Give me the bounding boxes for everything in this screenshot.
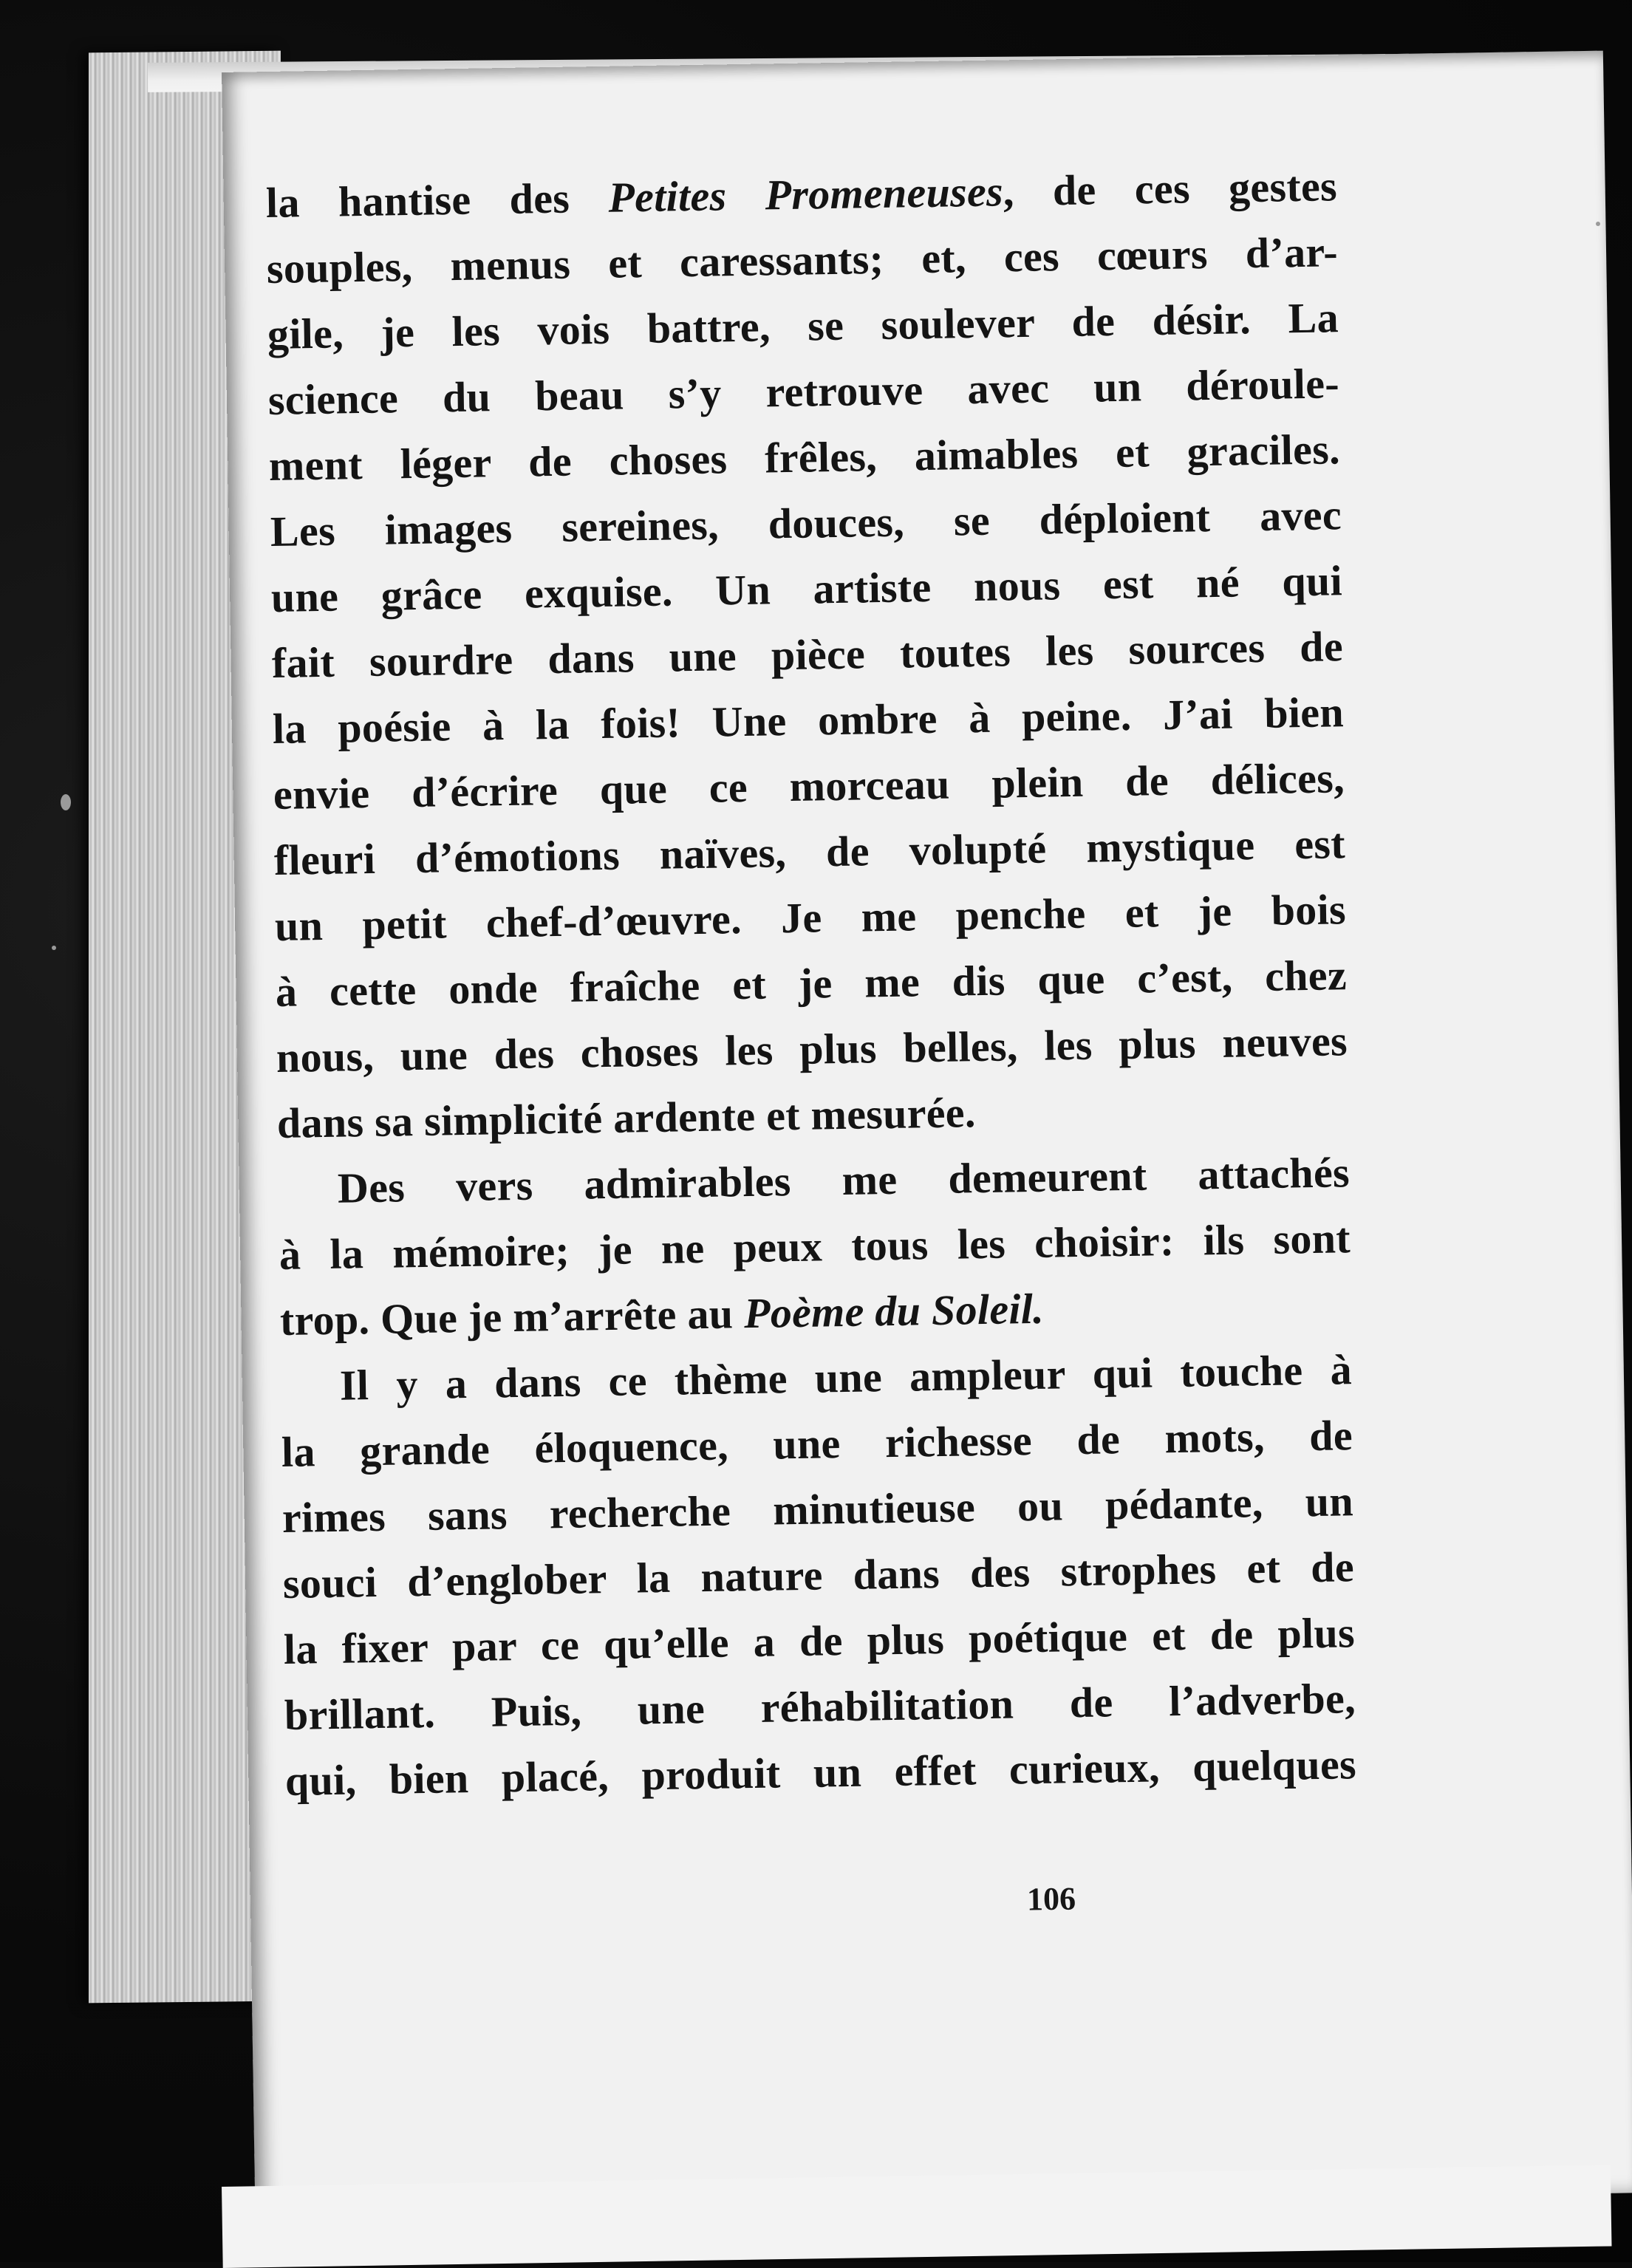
text-line: Les images sereines, douces, se déploient avec bbox=[270, 491, 1342, 556]
text-line: à la mémoire; je ne peux tous les choisir: ils sont bbox=[279, 1214, 1351, 1279]
text-line: souples, menus et caressants; et, ces cœurs d’ar- bbox=[266, 228, 1339, 293]
page-number: 106 bbox=[1026, 1880, 1076, 1918]
dust-speck bbox=[52, 946, 56, 950]
text-line: la fixer par ce qu’elle a de plus poétique et de plus bbox=[283, 1608, 1356, 1673]
text-line: la poésie à la fois! Une ombre à peine. J’ai bien bbox=[272, 688, 1345, 753]
text-line: science du beau s’y retrouve avec un déroule- bbox=[267, 359, 1340, 424]
text-line: la grande éloquence, une richesse de mots, de bbox=[281, 1411, 1353, 1476]
text-line: un petit chef-d’œuvre. Je me penche et je bois bbox=[274, 885, 1347, 950]
text-line: une grâce exquise. Un artiste nous est né qui bbox=[270, 556, 1343, 621]
text-line: dans sa simplicité ardente et mesurée. bbox=[276, 1088, 977, 1147]
text-run: , de ces gestes bbox=[1003, 162, 1338, 216]
text-line: fleuri d’émotions naïves, de volupté mystique est bbox=[273, 819, 1346, 884]
text-line: Des vers admirables me demeurent attachés bbox=[337, 1148, 1351, 1212]
text-line: nous, une des choses les plus belles, les plus neuves bbox=[276, 1017, 1348, 1082]
italic-title: Petites Promeneuses bbox=[607, 167, 1004, 222]
text-line: qui, bien placé, produit un effet curieux, quelques bbox=[284, 1740, 1357, 1805]
text-line: à cette onde fraîche et je me dis que c’est, chez bbox=[275, 951, 1348, 1016]
text-line: ment léger de choses frêles, aimables et graciles. bbox=[268, 425, 1341, 490]
text-run: trop. Que je m’arrête au bbox=[279, 1289, 745, 1345]
text-line: fait sourdre dans une pièce toutes les sources de bbox=[271, 622, 1344, 687]
text-line: Il y a dans ce thème une ampleur qui touche à bbox=[339, 1345, 1353, 1410]
text-line: rimes sans recherche minutieuse ou pédante, un bbox=[281, 1477, 1354, 1542]
text-run: la hantise des bbox=[265, 173, 609, 227]
text-line: brillant. Puis, une réhabilitation de l’adverbe, bbox=[284, 1674, 1356, 1739]
text-line: gile, je les vois battre, se soulever de désir. La bbox=[267, 293, 1339, 358]
text-line: envie d’écrire que ce morceau plein de délices, bbox=[273, 754, 1345, 819]
dust-speck bbox=[1596, 222, 1600, 226]
dust-speck bbox=[61, 794, 71, 810]
text-line: souci d’englober la nature dans des strophes et de bbox=[282, 1543, 1355, 1608]
italic-title: Poème du Soleil. bbox=[743, 1284, 1045, 1338]
page-body-text bbox=[265, 162, 1357, 1814]
